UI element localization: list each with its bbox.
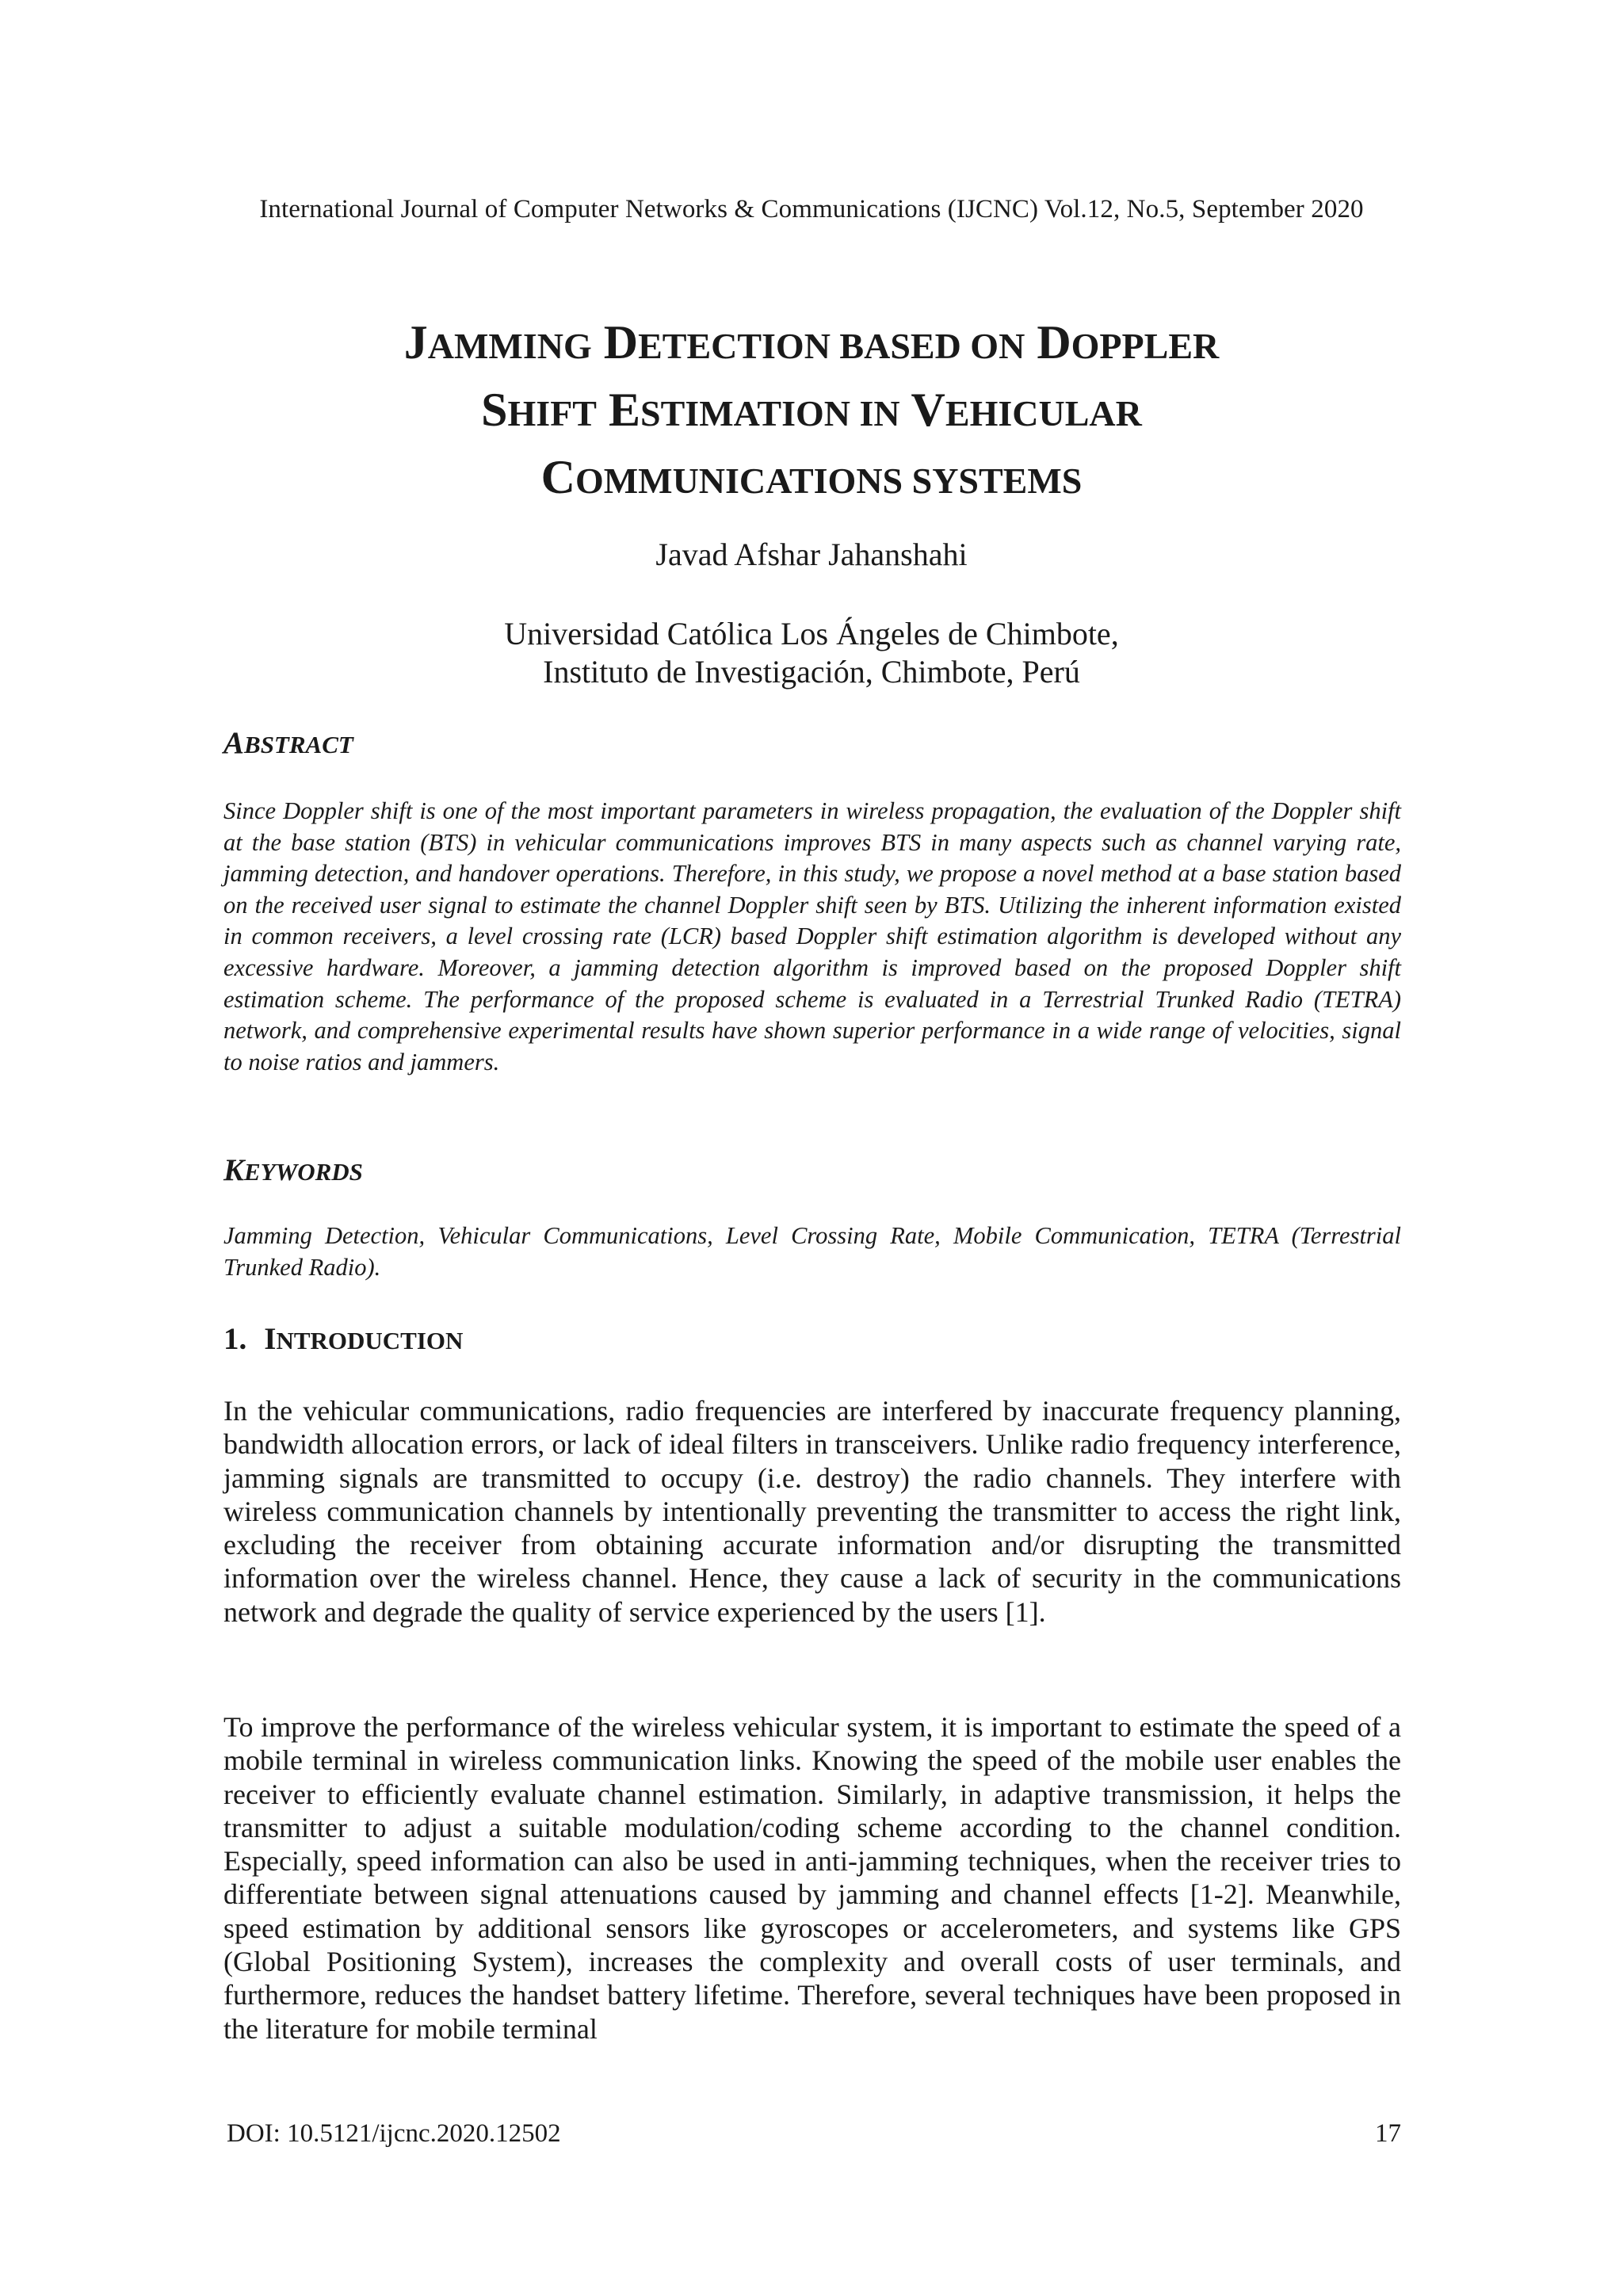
title-line-2: SHIFT ESTIMATION IN VEHICULAR [481, 384, 1142, 436]
keywords-heading: KEYWORDS [223, 1153, 363, 1187]
introduction-paragraph-2: To improve the performance of the wireless vehicular system, it is important to estimate the speed of a mobile terminal in wireless communication links. Knowing the speed of the mobile user enables the receiver to efficiently evaluate channel estimation. Similarly, in adaptive transmission, it helps the transmitter to adjust a suitable modulation/coding scheme according to the channel condition. Especially, speed information can also be used in anti-jamming techniques, when the receiver tries to differentiate between signal attenuations caused by jamming and channel effects [1-2]. Meanwhile, speed estimation by additional sensors like gyroscopes or accelerometers, and systems like GPS (Global Positioning System), increases the complexity and overall costs of user terminals, and furthermore, reduces the handset battery lifetime. Therefore, several techniques have been proposed in the literature for mobile terminal [223, 1711, 1401, 2045]
section-number: 1. [223, 1322, 247, 1356]
running-header: International Journal of Computer Networks & Communications (IJCNC) Vol.12, No.5, September 2020 [259, 195, 1364, 223]
abstract-text: Since Doppler shift is one of the most important parameters in wireless propagation, the evaluation of the Doppler shift at the base station (BTS) in vehicular communications improves BTS in many aspects such as channel varying rate, jamming detection, and handover operations. Therefore, in this study, we propose a novel method at a base station based on the received user signal to estimate the channel Doppler shift seen by BTS. Utilizing the inherent information existed in common receivers, a level crossing rate (LCR) based Doppler shift estimation algorithm is developed without any excessive hardware. Moreover, a jamming detection algorithm is improved based on the proposed Doppler shift estimation scheme. The performance of the proposed scheme is evaluated in a Terrestrial Trunked Radio (TETRA) network, and comprehensive experimental results have shown superior performance in a wide range of velocities, signal to noise ratios and jammers. [223, 797, 1401, 1075]
author-affiliation [0, 615, 1623, 691]
abstract-heading: ABSTRACT [223, 726, 353, 760]
paper-title [190, 311, 1433, 513]
affiliation-line-1: Universidad Católica Los Ángeles de Chimbote, [504, 616, 1119, 651]
page-number: 17 [1375, 2119, 1401, 2148]
introduction-paragraph-1: In the vehicular communications, radio frequencies are interfered by inaccurate frequency planning, bandwidth allocation errors, or lack of ideal filters in transceivers. Unlike radio frequency interference, jamming signals are transmitted to occupy (i.e. destroy) the radio channels. They interfere with wireless communication channels by intentionally preventing the transmitter to access the right link, excluding the receiver from obtaining accurate information and/or disrupting the transmitted information over the wireless channel. Hence, they cause a lack of security in the communications network and degrade the quality of service experienced by the users [1]. [223, 1395, 1401, 1628]
footer-doi: DOI: 10.5121/ijcnc.2020.12502 [227, 2119, 561, 2148]
affiliation-line-2: Instituto de Investigación, Chimbote, Perú [543, 654, 1080, 690]
title-line-1: JAMMING DETECTION BASED ON DOPPLER [403, 316, 1220, 369]
title-line-3: COMMUNICATIONS SYSTEMS [540, 451, 1083, 503]
introduction-heading: 1. INTRODUCTION [223, 1322, 464, 1356]
keywords-text: Jamming Detection, Vehicular Communications, Level Crossing Rate, Mobile Communication, TETRA (Terrestrial Trunked Radio). [223, 1222, 1401, 1281]
author-name: Javad Afshar Jahanshahi [655, 537, 968, 572]
